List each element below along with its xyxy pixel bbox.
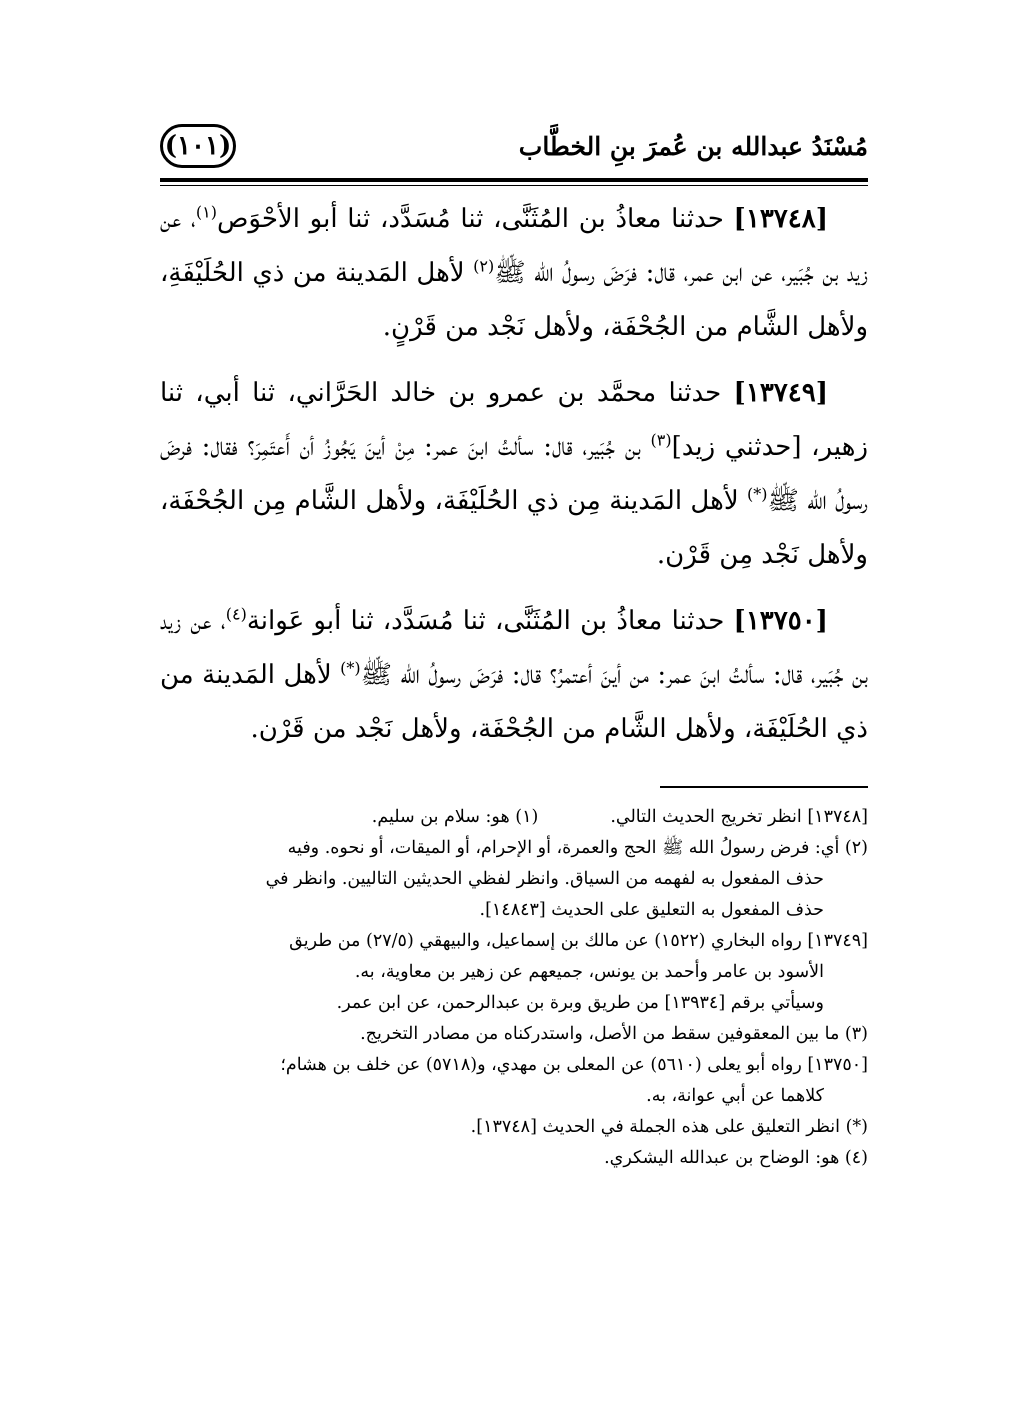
hadith-number: [١٣٧٥٠] [733, 606, 828, 636]
running-title: مُسْنَدُ عبدالله بن عُمرَ بنِ الخطَّاب [518, 132, 868, 161]
hadith-number: [١٣٧٤٨] [733, 204, 828, 234]
hadith-text: بن جُبَير، قال: سألتُ ابنَ عمر: مِنْ أينَ يَجُوزُ أن أَعتَمِرَ؟ فقال: فرضَ رسولُ الله ﷺ [160, 432, 868, 516]
page-number-badge: (١٠١) [160, 124, 236, 168]
hadith-13748 [160, 192, 868, 354]
footnote-text: (٢) أي: فرض رسولُ الله ﷺ الحج والعمرة، أو الإحرام، أو الميقات، أو نحوه. وفيه [287, 838, 868, 858]
footnote-text: (٤) هو: الوضاح بن عبدالله اليشكري. [604, 1148, 868, 1168]
hadith-text: حدثنا معاذُ بن المُثَنَّى، ثنا مُسَدَّد، ثنا أبو الأحْوَص [216, 204, 734, 234]
footnote-ref[interactable]: (٤) [225, 604, 247, 624]
footnote-ref[interactable]: (*) [747, 484, 768, 504]
footnote-text: [١٣٧٥٠] رواه أبو يعلى (٥٦١٠) عن المعلى بن مهدي، و(٥٧١٨) عن خلف بن هشام؛ [280, 1055, 868, 1075]
footnote-text: [١٣٧٤٨] انظر تخريج الحديث التالي. [610, 807, 868, 827]
main-text [160, 192, 868, 756]
footnote-text: حذف المفعول به لفهمه من السياق. وانظر لفظي الحديثين التاليين. وانظر في [265, 869, 824, 889]
hadith-text: ، عن زيد بن جُبَير، عن ابن عمر، قال: فرَضَ رسولُ الله ﷺ [160, 204, 868, 288]
hadith-text: لأهل المَدينة مِن ذي الحُلَيْفَة، ولأهل الشَّام مِن الجُحْفَة، ولأهل نَجْد مِن قَرْن. [160, 486, 868, 570]
footnote-text: (٣) ما بين المعقوفين سقط من الأصل، واستدركناه من مصادر التخريج. [360, 1024, 868, 1044]
footnote-text: [١٣٧٤٩] رواه البخاري (١٥٢٢) عن مالك بن إسماعيل، والبيهقي (٢٧/٥) من طريق [289, 931, 868, 951]
hadith-text: لأهل المَدينة من ذي الحُلَيْفَة، ولأهل الشَّام من الجُحْفَة، ولأهل نَجْد من قَرْن. [160, 660, 868, 744]
footnotes [160, 802, 868, 1174]
page-header [160, 118, 868, 178]
footnote-text: (*) انظر التعليق على هذه الجملة في الحديث [١٣٧٤٨]. [470, 1117, 868, 1137]
footnote-text: (١) هو: سلام بن سليم. [371, 807, 539, 827]
footnote-text: كلاهما عن أبي عوانة، به. [646, 1086, 824, 1106]
footnote-text: الأسود بن عامر وأحمد بن يونس، جميعهم عن زهير بن معاوية، به. [354, 962, 824, 982]
hadith-number: [١٣٧٤٩] [733, 378, 828, 408]
footnote-ref[interactable]: (*) [340, 658, 361, 678]
hadith-13750 [160, 594, 868, 756]
hadith-text: حدثنا محمَّد بن عمرو بن خالد الحَرَّاني، ثنا أبي، ثنا زهير، [حدثني زيد] [160, 378, 869, 462]
hadith-text: لأهل المَدينة من ذي الحُلَيْفَةِ، ولأهل الشَّام من الجُحْفَة، ولأهل نَجْد من قَرْنٍ. [160, 258, 868, 342]
footnote-line [160, 802, 868, 833]
footnote-divider [660, 786, 868, 788]
hadith-text: حدثنا معاذُ بن المُثَنَّى، ثنا مُسَدَّد، ثنا أبو عَوانة [246, 606, 734, 636]
header-rule-thick [160, 178, 868, 182]
footnote-text: حذف المفعول به التعليق على الحديث [١٤٨٤٣]. [479, 900, 824, 920]
hadith-13749 [160, 366, 868, 582]
book-page [160, 118, 868, 1174]
footnote-ref[interactable]: (١) [195, 202, 217, 222]
header-rule-thin [160, 185, 868, 186]
footnote-ref[interactable]: (٣) [650, 430, 672, 450]
footnote-text: وسيأتي برقم [١٣٩٣٤] من طريق وبرة بن عبدالرحمن، عن ابن عمر. [336, 993, 824, 1013]
hadith-text: ، عن زيد بن جُبَير، قال: سألتُ ابنَ عمر: من أينَ أعتمرُ؟ قال: فرَضَ رسولُ الله ﷺ [160, 606, 868, 690]
footnote-ref[interactable]: (٢) [473, 256, 495, 276]
